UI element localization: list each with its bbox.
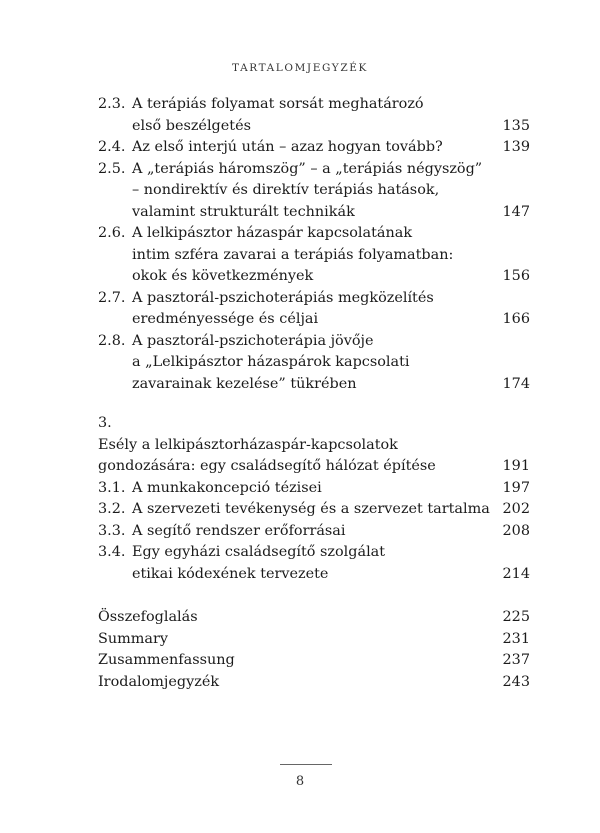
toc-entry-title-line: zavarainak kezelése” tükrében: [132, 375, 357, 392]
toc-entry-title: [132, 478, 494, 500]
toc-entry-title-line: A pasztorál-pszichoterápiás megközelítés: [132, 289, 434, 306]
toc-entry: [98, 137, 530, 159]
toc-entry-page: 147: [502, 203, 530, 220]
toc-entry-title-line: A segítő rendszer erőforrásai: [132, 522, 346, 539]
section-2-list: [98, 94, 530, 395]
toc-entry-title-line: valamint strukturált technikák: [132, 203, 355, 220]
backmatter-entry: [98, 672, 530, 694]
toc-entry-title-line: – nondirektív és direktív terápiás hatások,: [132, 182, 440, 198]
toc-entry: [98, 478, 530, 500]
toc-entry-number: 2.7.: [98, 289, 126, 306]
toc-entry-page: 208: [502, 522, 530, 539]
toc-entry-page: 174: [502, 375, 530, 392]
toc-entry-page: 156: [502, 268, 530, 284]
toc-entry-page: 135: [502, 117, 530, 134]
toc-entry-number: 2.6.: [98, 225, 126, 241]
toc-entry-title-line: A munkakoncepció tézisei: [132, 479, 322, 496]
toc-entry: [98, 499, 530, 521]
toc-entry-title: [132, 499, 494, 521]
toc-entry-title-line: A szervezeti tevékenység és a szervezet tartalma: [132, 501, 490, 517]
backmatter-page: 243: [502, 673, 530, 690]
toc-entry-title-line: A terápiás folyamat sorsát meghatározó: [132, 96, 424, 112]
toc-entry-title: [132, 331, 494, 396]
toc-entry: [98, 331, 530, 396]
toc-entry-page: 197: [502, 479, 530, 496]
toc-entry-number: 3.1.: [98, 479, 126, 496]
backmatter-page: 231: [502, 630, 530, 647]
toc-entry: [98, 94, 530, 137]
toc-entry-title-line: első beszélgetés: [132, 117, 251, 134]
page-number: 8: [295, 774, 305, 789]
backmatter-entry: [98, 629, 530, 651]
chapter-3-entry: [98, 435, 530, 478]
toc-entry: [98, 521, 530, 543]
toc-entry: [98, 542, 530, 585]
toc-entry-title-line: eredményessége és céljai: [132, 311, 319, 327]
toc-entry-title: [132, 288, 494, 331]
toc-entry-title-line: a „Lelkipásztor házaspárok kapcsolati: [132, 354, 410, 370]
toc-entry-title-line: intim szféra zavarai a terápiás folyamatban:: [132, 246, 454, 263]
toc-entry-title-line: Az első interjú után – azaz hogyan tovább?: [132, 139, 443, 155]
toc-entry-page: 166: [502, 311, 530, 327]
footer-rule: [280, 764, 332, 765]
backmatter-title: Summary: [98, 630, 169, 647]
toc-entry: [98, 159, 530, 224]
toc-entry-page: 214: [502, 565, 530, 582]
toc-entry-number: 2.8.: [98, 332, 126, 349]
backmatter-page: 237: [502, 652, 530, 668]
toc-entry-title-line: etikai kódexének tervezete: [132, 565, 329, 582]
toc-entry-title-line: A lelkipásztor házaspár kapcsolatának: [132, 225, 413, 241]
toc-entry: [98, 223, 530, 288]
toc-entry-number: 3.4.: [98, 544, 126, 560]
toc-entry-title: [132, 521, 494, 543]
chapter-3-title-line: Esély a lelkipásztorházaspár-kapcsolatok: [98, 436, 398, 453]
toc-entry-title-line: okok és következmények: [132, 268, 314, 284]
section-3-list: [98, 478, 530, 586]
chapter-3-page: 191: [502, 458, 530, 474]
toc-entry: [98, 288, 530, 331]
toc-entry-title-line: A „terápiás háromszög” – a „terápiás négyszög”: [132, 160, 483, 177]
backmatter-page: 225: [502, 609, 530, 625]
toc-entry-number: 3.3.: [98, 522, 126, 539]
toc-entry-number: 2.5.: [98, 160, 126, 177]
toc-entry-title: [132, 223, 494, 288]
chapter-3-number: 3.: [98, 415, 112, 431]
backmatter-title: Irodalomjegyzék: [98, 673, 220, 690]
backmatter-entry: [98, 607, 530, 629]
toc-entry-number: 2.4.: [98, 139, 126, 155]
toc-entry-page: 202: [502, 501, 530, 517]
table-of-contents: [98, 94, 530, 693]
backmatter-title: Összefoglalás: [98, 609, 198, 625]
backmatter-list: [98, 607, 530, 693]
chapter-3-title-line: gondozására: egy családsegítő hálózat építése: [98, 458, 436, 474]
toc-entry-title-line: A pasztorál-pszichoterápia jövője: [132, 332, 374, 349]
toc-entry-title: [132, 94, 494, 137]
backmatter-title: Zusammenfassung: [98, 652, 235, 668]
chapter-3-title: [98, 435, 494, 478]
toc-entry-title: [132, 542, 494, 585]
toc-entry-number: 3.2.: [98, 501, 126, 517]
running-header: TARTALOMJEGYZÉK: [232, 62, 368, 74]
toc-entry-page: 139: [502, 139, 530, 155]
toc-entry-title-line: Egy egyházi családsegítő szolgálat: [132, 544, 386, 560]
toc-entry-title: [132, 159, 494, 224]
toc-entry-title: [132, 137, 494, 159]
toc-entry-number: 2.3.: [98, 96, 126, 112]
backmatter-entry: [98, 650, 530, 672]
